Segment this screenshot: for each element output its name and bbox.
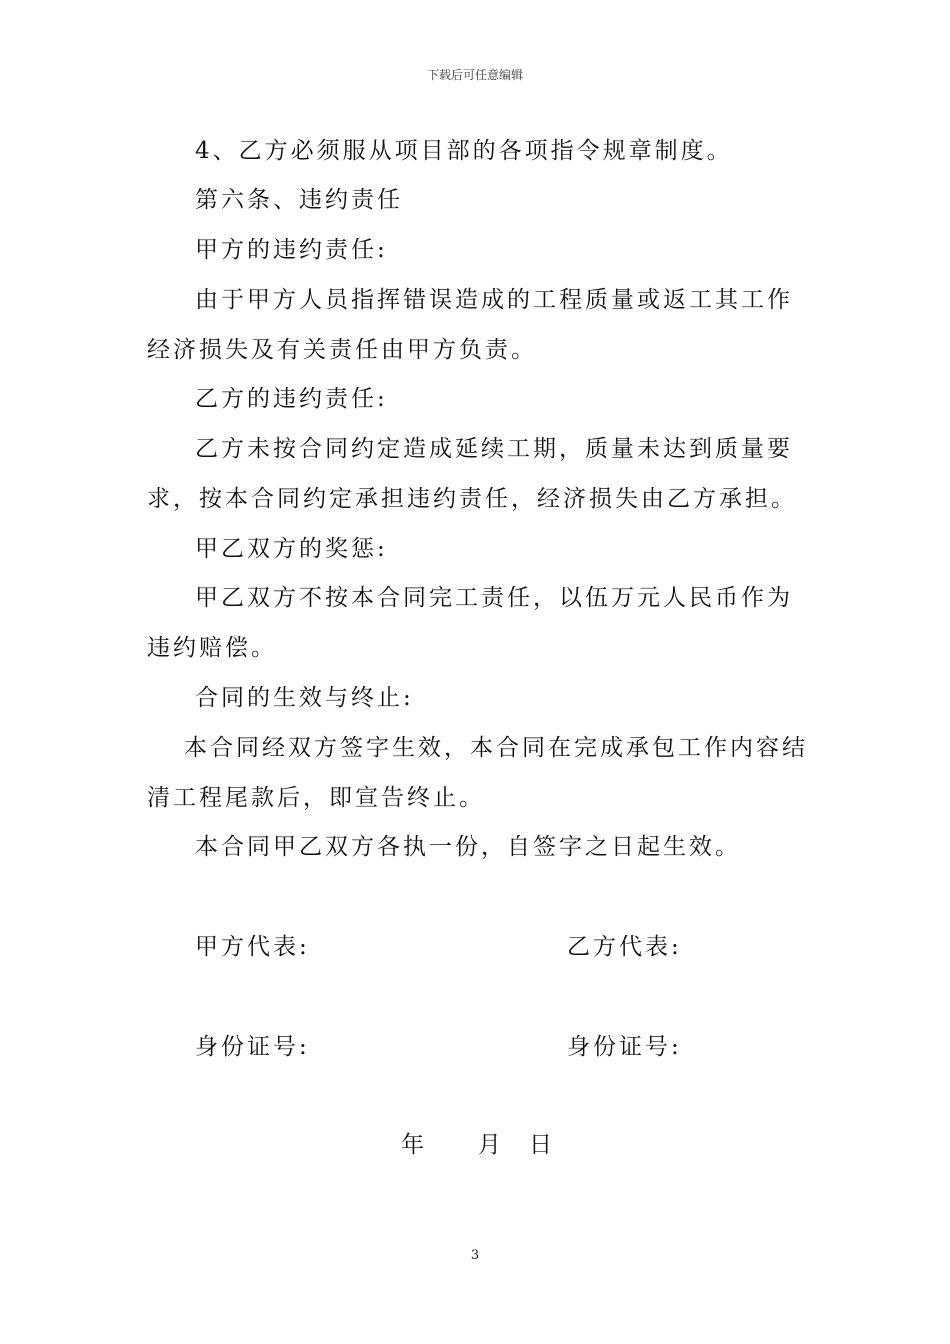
paragraph-line: 本合同甲乙双方各执一份，自签字之日起生效。 xyxy=(195,834,741,860)
section-title: 第六条、违约责任 xyxy=(195,187,403,213)
party-b-representative-label: 乙方代表: xyxy=(567,934,682,960)
date-year-label: 年 xyxy=(401,1132,424,1158)
subsection-heading: 乙方的违约责任: xyxy=(195,386,388,412)
date-day-label: 日 xyxy=(529,1132,552,1158)
date-month-label: 月 xyxy=(478,1132,501,1158)
clause-line: 4、乙方必须服从项目部的各项指令规章制度。 xyxy=(195,138,733,164)
paragraph-line: 求，按本合同约定承担违约责任，经济损失由乙方承担。 xyxy=(147,486,797,512)
party-b-id-label: 身份证号: xyxy=(567,1034,682,1060)
subsection-heading: 甲乙双方的奖惩: xyxy=(195,536,388,562)
paragraph-line: 清工程尾款后，即宣告终止。 xyxy=(147,785,485,811)
paragraph-line: 经济损失及有关责任由甲方负责。 xyxy=(147,337,537,363)
paragraph-line: 本合同经双方签字生效，本合同在完成承包工作内容结 xyxy=(184,735,808,761)
party-a-representative-label: 甲方代表: xyxy=(195,934,310,960)
paragraph-line: 违约赔偿。 xyxy=(147,635,277,661)
paragraph-line: 由于甲方人员指挥错误造成的工程质量或返工其工作 xyxy=(195,287,793,313)
page-number: 3 xyxy=(470,1248,480,1263)
subsection-heading: 合同的生效与终止: xyxy=(195,685,414,711)
paragraph-line: 乙方未按合同约定造成延续工期，质量未达到质量要 xyxy=(195,436,793,462)
subsection-heading: 甲方的违约责任: xyxy=(195,237,388,263)
page-header: 下载后可任意编辑 xyxy=(426,68,523,82)
party-a-id-label: 身份证号: xyxy=(195,1034,310,1060)
paragraph-line: 甲乙双方不按本合同完工责任，以伍万元人民币作为 xyxy=(195,585,793,611)
